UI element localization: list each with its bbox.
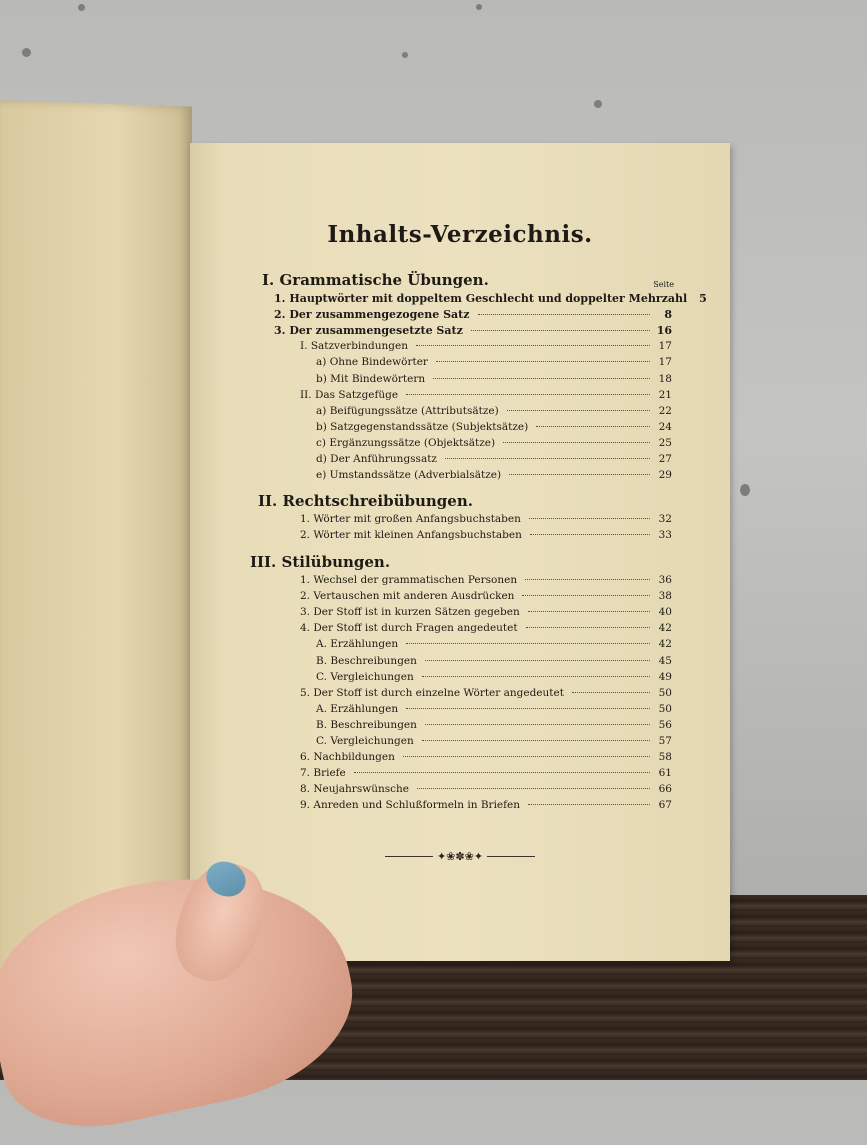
toc-entry-label: b) Mit Bindewörtern: [316, 372, 426, 385]
toc-entry-label: 1. Hauptwörter mit doppeltem Geschlecht und doppelter Mehrzahl: [274, 292, 688, 305]
toc-leader-dots: [525, 579, 650, 580]
toc-entry-label: C. Vergleichungen: [316, 735, 414, 747]
toc-entry: [316, 373, 672, 388]
toc-leader-dots: [422, 676, 650, 677]
toc-page-number: 21: [658, 388, 672, 401]
section-heading: [250, 553, 390, 571]
toc-entry: [300, 340, 672, 355]
page-title: Inhalts-Verzeichnis.: [327, 221, 593, 248]
toc-entry-label: 9. Anreden und Schlußformeln in Briefen: [300, 799, 521, 812]
toc-page-number: 58: [658, 751, 672, 764]
toc-entry-label: A. Erzählungen: [316, 638, 399, 651]
toc-entry: [300, 389, 672, 404]
toc-entry: [300, 767, 672, 782]
toc-page-number: 24: [658, 420, 672, 433]
toc-entry: [316, 469, 672, 484]
toc-entry: [300, 687, 672, 702]
toc-entry: [274, 308, 672, 323]
toc-page-number: 27: [658, 453, 672, 465]
toc-entry-label: I. Satzverbindungen: [300, 340, 408, 353]
toc-page-number: 32: [658, 513, 672, 525]
toc-entry: [316, 356, 672, 371]
section-heading: [262, 271, 489, 289]
toc-entry-label: 3. Der Stoff ist in kurzen Sätzen gegeben: [300, 606, 520, 619]
toc-page-number: 16: [656, 324, 672, 338]
toc-page-number: 22: [658, 404, 672, 417]
toc-leader-dots: [478, 314, 650, 315]
toc-entry-label: a) Ohne Bindewörter: [316, 356, 428, 369]
toc-entry-label: A. Erzählungen: [316, 702, 399, 715]
toc-entry-label: B. Beschreibungen: [316, 654, 417, 667]
toc-leader-dots: [529, 518, 650, 519]
toc-entry: [316, 671, 672, 686]
wall-speck: [22, 48, 31, 57]
toc-entry: [316, 735, 672, 750]
toc-leader-dots: [425, 724, 650, 725]
toc-entry-label: 7. Briefe: [300, 767, 346, 780]
toc-entry: [316, 405, 672, 420]
section-numeral: I.: [262, 271, 275, 289]
toc-leader-dots: [445, 458, 650, 459]
toc-entry: [316, 421, 672, 436]
toc-leader-dots: [509, 474, 650, 475]
toc-entry: [300, 574, 672, 589]
toc-leader-dots: [503, 442, 650, 443]
toc-leader-dots: [406, 394, 650, 395]
toc-page-number: 50: [658, 686, 672, 699]
toc-entry: [300, 622, 672, 637]
toc-entry-label: 5. Der Stoff ist durch einzelne Wörter angedeutet: [300, 686, 564, 699]
toc-entry-label: 1. Wörter mit großen Anfangsbuchstaben: [300, 513, 521, 525]
toc-page-number: 42: [658, 622, 672, 635]
toc-entry-label: C. Vergleichungen: [316, 670, 414, 683]
toc-entry-label: 8. Neujahrswünsche: [300, 783, 409, 796]
toc-leader-dots: [417, 788, 650, 789]
toc-page-number: 8: [664, 308, 672, 322]
toc-leader-dots: [536, 426, 650, 427]
toc-entry-label: 2. Vertauschen mit anderen Ausdrücken: [300, 590, 515, 603]
seite-label: Seite: [653, 280, 674, 289]
toc-leader-dots: [406, 708, 650, 709]
toc-entry-label: 6. Nachbildungen: [300, 751, 395, 764]
toc-entry: [316, 703, 672, 718]
toc-leader-dots: [507, 410, 650, 411]
toc-entry-label: 3. Der zusammengesetzte Satz: [274, 324, 463, 338]
toc-entry-label: 2. Der zusammengezogene Satz: [274, 308, 470, 322]
toc-page-number: 18: [658, 372, 672, 385]
section-title: Grammatische Übungen.: [279, 271, 489, 289]
toc-leader-dots: [528, 804, 650, 805]
toc-entry: [300, 513, 672, 528]
toc-leader-dots: [526, 627, 650, 628]
toc-entry: [316, 437, 672, 452]
toc-entry: [300, 783, 672, 798]
toc-page-number: 67: [658, 799, 672, 812]
section-numeral: II.: [258, 492, 278, 510]
toc-entry: [274, 292, 707, 307]
toc-page-number: 40: [658, 606, 672, 619]
toc-page-number: 66: [658, 783, 672, 796]
toc-leader-dots: [354, 772, 650, 773]
toc-leader-dots: [403, 756, 650, 757]
ornament-divider: [385, 849, 535, 863]
toc-leader-dots: [422, 740, 650, 741]
toc-entry: [316, 453, 672, 468]
toc-entry: [300, 799, 672, 814]
toc-page-number: 50: [658, 702, 672, 715]
toc-leader-dots: [433, 378, 650, 379]
toc-page-number: 56: [658, 718, 672, 731]
toc-leader-dots: [406, 643, 650, 644]
section-numeral: III.: [250, 553, 277, 571]
toc-page-number: 61: [658, 767, 672, 780]
toc-entry: [316, 655, 672, 670]
toc-entry-label: c) Ergänzungssätze (Objektsätze): [316, 436, 496, 449]
toc-page-number: 57: [658, 735, 672, 747]
toc-entry-label: II. Das Satzgefüge: [300, 388, 399, 401]
section-title: Stilübungen.: [281, 553, 391, 571]
ornament-icon: ✦❀✽❀✦: [436, 849, 484, 863]
wall-speck: [402, 52, 408, 58]
toc-entry-label: 2. Wörter mit kleinen Anfangsbuchstaben: [300, 529, 522, 542]
toc-page-number: 36: [658, 574, 672, 586]
toc-entry: [300, 751, 672, 766]
toc-leader-dots: [530, 534, 650, 535]
toc-entry: [316, 638, 672, 653]
toc-leader-dots: [572, 692, 650, 693]
toc-page-number: 29: [658, 469, 672, 482]
toc-entry-label: B. Beschreibungen: [316, 718, 417, 731]
toc-page-number: 17: [658, 340, 672, 353]
right-book-page: [190, 143, 730, 961]
ornament-line-left: [385, 856, 433, 857]
toc-page-number: 5: [699, 292, 707, 305]
left-book-page: [0, 100, 192, 1007]
toc-entry: [274, 324, 672, 339]
toc-leader-dots: [436, 361, 650, 362]
toc-leader-dots: [425, 660, 650, 661]
toc-entry-label: e) Umstandssätze (Adverbialsätze): [316, 469, 502, 482]
table-of-contents: [190, 143, 730, 961]
section-heading: [258, 492, 473, 510]
wall-speck: [476, 4, 482, 10]
section-title: Rechtschreibübungen.: [282, 492, 473, 510]
wall-speck: [78, 4, 85, 11]
wall-speck: [594, 100, 602, 108]
toc-page-number: 17: [658, 356, 672, 369]
toc-leader-dots: [416, 345, 650, 346]
toc-entry-label: a) Beifügungssätze (Attributsätze): [316, 404, 499, 417]
toc-entry-label: d) Der Anführungssatz: [316, 453, 437, 465]
toc-entry: [300, 590, 672, 605]
toc-page-number: 33: [658, 529, 672, 542]
toc-leader-dots: [528, 611, 650, 612]
toc-page-number: 25: [658, 436, 672, 449]
toc-entry-label: b) Satzgegenstandssätze (Subjektsätze): [316, 420, 529, 433]
toc-leader-dots: [471, 330, 650, 331]
wall-speck: [740, 484, 750, 496]
toc-page-number: 38: [658, 590, 672, 603]
toc-entry-label: 1. Wechsel der grammatischen Personen: [300, 574, 518, 586]
toc-entry-label: 4. Der Stoff ist durch Fragen angedeutet: [300, 622, 518, 635]
toc-entry: [300, 529, 672, 544]
toc-entry: [316, 719, 672, 734]
toc-page-number: 45: [658, 654, 672, 667]
toc-entry: [300, 606, 672, 621]
toc-page-number: 42: [658, 638, 672, 651]
ornament-line-right: [487, 856, 535, 857]
toc-page-number: 49: [658, 670, 672, 683]
toc-leader-dots: [522, 595, 650, 596]
